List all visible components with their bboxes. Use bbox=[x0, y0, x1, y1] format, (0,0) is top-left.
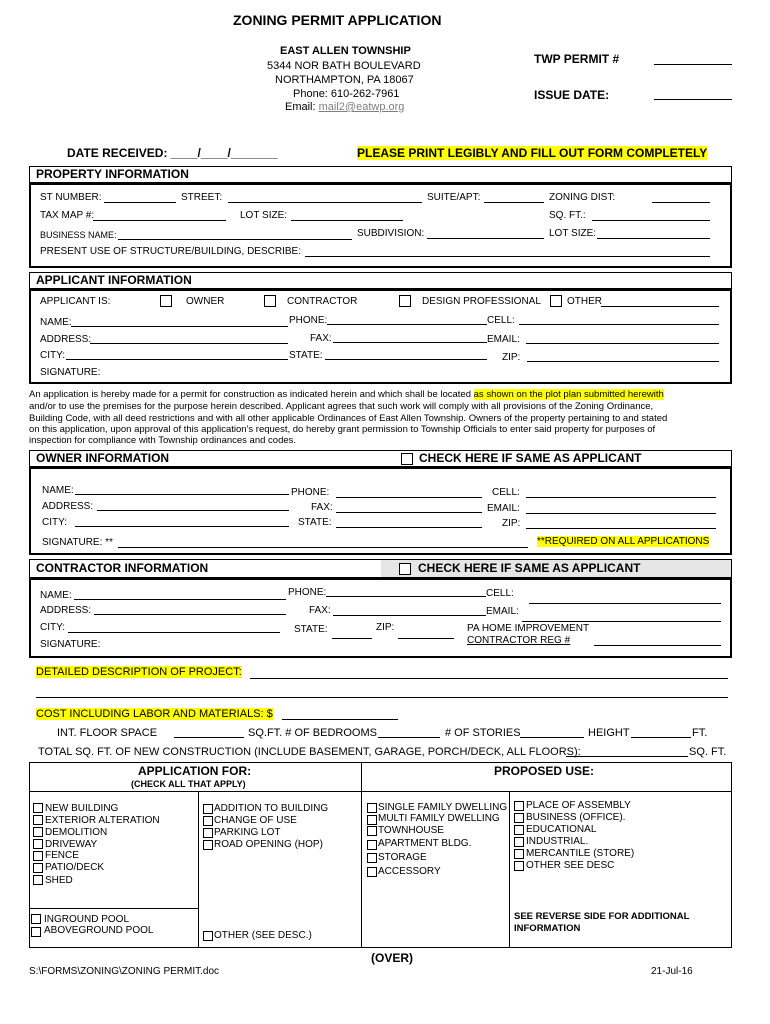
owner-phone-label: PHONE: bbox=[291, 487, 330, 498]
floor-space-field[interactable] bbox=[174, 737, 244, 738]
date-received: DATE RECEIVED: ____/____/_______ bbox=[67, 146, 278, 160]
business-label: BUSINESS NAME: bbox=[40, 230, 117, 240]
applicant-name-label: NAME: bbox=[40, 317, 72, 328]
other-field[interactable] bbox=[601, 306, 719, 307]
tax-map-label: TAX MAP #: bbox=[40, 210, 95, 221]
contractor-email-label: EMAIL: bbox=[486, 606, 519, 617]
proposed-use-header: PROPOSED USE: bbox=[494, 764, 595, 778]
addition-label: ADDITION TO BUILDING bbox=[214, 803, 329, 814]
storage-checkbox[interactable] bbox=[367, 853, 377, 863]
other-see-desc-label: OTHER SEE DESC bbox=[526, 860, 615, 871]
consent-line-3: Building Code, with all deed restrictions and with all other applicable Ordinances of East Allen Township. Owners of the property pertaining to and stated bbox=[29, 413, 668, 424]
print-notice: PLEASE PRINT LEGIBLY AND FILL OUT FORM COMPLETELY bbox=[357, 146, 708, 160]
reverse-note-1: SEE REVERSE SIDE FOR ADDITIONAL bbox=[514, 911, 690, 922]
patio-deck-label: PATIO/DECK bbox=[45, 862, 105, 873]
contractor-reg-label: CONTRACTOR REG # bbox=[467, 635, 571, 646]
project-desc-field-2[interactable] bbox=[36, 697, 728, 698]
owner-zip-label: ZIP: bbox=[502, 518, 521, 529]
owner-state-field[interactable] bbox=[336, 527, 482, 528]
single-family-checkbox[interactable] bbox=[367, 803, 377, 813]
township-phone: Phone: 610-262-7961 bbox=[293, 88, 400, 100]
owner-state-label: STATE: bbox=[298, 517, 332, 528]
contractor-zip-label: ZIP: bbox=[376, 622, 395, 633]
other-desc-checkbox[interactable] bbox=[203, 931, 213, 941]
exterior-alteration-checkbox[interactable] bbox=[33, 815, 43, 825]
inground-pool-checkbox[interactable] bbox=[31, 914, 41, 924]
other-checkbox[interactable] bbox=[550, 295, 562, 307]
owner-signature-label: SIGNATURE: ** bbox=[42, 537, 113, 548]
storage-label: STORAGE bbox=[378, 852, 427, 863]
sq-ft-field[interactable] bbox=[592, 220, 710, 221]
st-number-label: ST NUMBER: bbox=[40, 192, 102, 203]
fence-checkbox[interactable] bbox=[33, 851, 43, 861]
cost-label: COST INCLUDING LABOR AND MATERIALS: $ bbox=[36, 708, 273, 720]
contractor-signature-label: SIGNATURE: bbox=[40, 639, 101, 650]
driveway-label: DRIVEWAY bbox=[45, 839, 98, 850]
applicant-phone-field[interactable] bbox=[327, 324, 487, 325]
design-option-label: DESIGN PROFESSIONAL bbox=[422, 296, 541, 307]
applicant-fax-label: FAX: bbox=[310, 333, 332, 344]
owner-email-field[interactable] bbox=[526, 513, 716, 514]
tax-map-field[interactable] bbox=[93, 220, 226, 221]
applicant-state-field[interactable] bbox=[325, 359, 487, 360]
consent-line-5: inspection for compliance with Township ordinances and codes. bbox=[29, 435, 297, 446]
footer-date: 21-Jul-16 bbox=[651, 966, 693, 977]
contractor-phone-label: PHONE: bbox=[288, 587, 327, 598]
consent-highlight: as shown on the plot plan submitted herewith bbox=[473, 389, 664, 400]
street-field[interactable] bbox=[228, 202, 422, 203]
applicant-cell-field[interactable] bbox=[519, 324, 719, 325]
total-sqft-field[interactable] bbox=[566, 756, 688, 757]
apartment-label: APARTMENT BLDG. bbox=[378, 838, 472, 849]
owner-same-label: CHECK HERE IF SAME AS APPLICANT bbox=[419, 451, 642, 465]
inground-pool-label: INGROUND POOL bbox=[44, 914, 130, 925]
bedrooms-label: SQ.FT. # OF BEDROOMS bbox=[248, 727, 377, 739]
parking-lot-checkbox[interactable] bbox=[203, 828, 213, 838]
floor-space-label: INT. FLOOR SPACE bbox=[57, 727, 158, 739]
contractor-address-label: ADDRESS: bbox=[40, 605, 92, 616]
owner-phone-field[interactable] bbox=[336, 497, 482, 498]
applicant-state-label: STATE: bbox=[289, 350, 323, 361]
other-option-label: OTHER bbox=[567, 296, 602, 307]
industrial-label: INDUSTRIAL. bbox=[526, 836, 589, 847]
road-opening-checkbox[interactable] bbox=[203, 840, 213, 850]
applicant-box bbox=[29, 289, 732, 384]
multi-family-checkbox[interactable] bbox=[367, 815, 377, 825]
owner-name-field[interactable] bbox=[75, 494, 289, 495]
sq-ft-label: SQ. FT.: bbox=[549, 210, 586, 221]
project-desc-field-1[interactable] bbox=[250, 678, 728, 679]
township-street: 5344 NOR BATH BOULEVARD bbox=[267, 60, 421, 72]
applicant-signature-label: SIGNATURE: bbox=[40, 367, 101, 378]
design-checkbox[interactable] bbox=[399, 295, 411, 307]
single-family-label: SINGLE FAMILY DWELLING bbox=[378, 802, 508, 813]
contractor-zip-field[interactable] bbox=[398, 638, 454, 639]
township-name: EAST ALLEN TOWNSHIP bbox=[280, 45, 411, 57]
contractor-email-field[interactable] bbox=[522, 621, 721, 622]
applicant-header: APPLICANT INFORMATION bbox=[36, 273, 192, 287]
stories-field[interactable] bbox=[520, 737, 584, 738]
owner-fax-label: FAX: bbox=[311, 502, 333, 513]
pool-divider bbox=[29, 908, 198, 909]
aboveground-pool-label: ABOVEGROUND POOL bbox=[44, 925, 154, 936]
owner-same-checkbox[interactable] bbox=[401, 453, 413, 465]
contractor-same-checkbox[interactable] bbox=[399, 563, 411, 575]
zoning-field[interactable] bbox=[652, 202, 710, 203]
contractor-option-label: CONTRACTOR bbox=[287, 296, 358, 307]
bedrooms-field[interactable] bbox=[378, 737, 440, 738]
business-checkbox[interactable] bbox=[514, 813, 524, 823]
shed-checkbox[interactable] bbox=[33, 875, 43, 885]
demolition-label: DEMOLITION bbox=[45, 827, 108, 838]
application-for-header: APPLICATION FOR: bbox=[138, 764, 252, 778]
educational-label: EDUCATIONAL bbox=[526, 824, 597, 835]
industrial-checkbox[interactable] bbox=[514, 837, 524, 847]
check-all-label: (CHECK ALL THAT APPLY) bbox=[131, 779, 246, 789]
new-building-label: NEW BUILDING bbox=[45, 803, 119, 814]
owner-zip-field[interactable] bbox=[526, 528, 716, 529]
permit-label: TWP PERMIT # bbox=[534, 52, 620, 66]
owner-fax-field[interactable] bbox=[336, 512, 482, 513]
required-note: **REQUIRED ON ALL APPLICATIONS bbox=[537, 536, 710, 547]
townhouse-checkbox[interactable] bbox=[367, 826, 377, 836]
contractor-state-field[interactable] bbox=[332, 638, 372, 639]
email-label: Email: bbox=[285, 101, 319, 113]
applicant-city-label: CITY: bbox=[40, 350, 66, 361]
applicant-name-field[interactable] bbox=[71, 326, 288, 327]
project-desc-label: DETAILED DESCRIPTION OF PROJECT: bbox=[36, 666, 242, 678]
contractor-city-label: CITY: bbox=[40, 622, 66, 633]
table-right-divider bbox=[509, 791, 510, 948]
business-label: BUSINESS (OFFICE). bbox=[526, 812, 626, 823]
owner-city-label: CITY: bbox=[42, 517, 68, 528]
parking-lot-label: PARKING LOT bbox=[214, 827, 281, 838]
other-see-desc-checkbox[interactable] bbox=[514, 861, 524, 871]
owner-name-label: NAME: bbox=[42, 485, 74, 496]
patio-deck-checkbox[interactable] bbox=[33, 863, 43, 873]
contractor-checkbox[interactable] bbox=[264, 295, 276, 307]
assembly-label: PLACE OF ASSEMBLY bbox=[526, 800, 631, 811]
st-number-field[interactable] bbox=[104, 202, 176, 203]
height-field[interactable] bbox=[631, 737, 691, 738]
contractor-phone-field[interactable] bbox=[326, 596, 486, 597]
page-title: ZONING PERMIT APPLICATION bbox=[233, 12, 442, 28]
accessory-label: ACCESSORY bbox=[378, 866, 441, 877]
addition-checkbox[interactable] bbox=[203, 804, 213, 814]
applicant-fax-field[interactable] bbox=[333, 342, 487, 343]
contractor-same-label: CHECK HERE IF SAME AS APPLICANT bbox=[418, 561, 641, 575]
aboveground-pool-checkbox[interactable] bbox=[31, 927, 41, 937]
present-use-label: PRESENT USE OF STRUCTURE/BUILDING, DESCRIBE: bbox=[40, 246, 301, 257]
consent-line-4: on this application, upon approval of this application's request, do hereby grant permission to Township Officials to enter said property for purposes of bbox=[29, 424, 656, 435]
owner-email-label: EMAIL: bbox=[487, 503, 520, 514]
contractor-state-label: STATE: bbox=[294, 624, 328, 635]
total-sqft-label: TOTAL SQ. FT. OF NEW CONSTRUCTION (INCLUDE BASEMENT, GARAGE, PORCH/DECK, ALL FLOORS): bbox=[38, 746, 581, 758]
subdivision-field[interactable] bbox=[427, 238, 544, 239]
fence-label: FENCE bbox=[45, 850, 79, 861]
email-link[interactable]: mail2@eatwp.org bbox=[318, 101, 405, 113]
township-email bbox=[285, 101, 404, 113]
demolition-checkbox[interactable] bbox=[33, 827, 43, 837]
applicant-city-field[interactable] bbox=[66, 359, 288, 360]
owner-city-field[interactable] bbox=[75, 526, 289, 527]
stories-label: # OF STORIES bbox=[445, 727, 521, 739]
townhouse-label: TOWNHOUSE bbox=[378, 825, 444, 836]
consent-line-1 bbox=[29, 389, 664, 400]
lot-size2-label: LOT SIZE: bbox=[549, 228, 597, 239]
applicant-address-label: ADDRESS: bbox=[40, 334, 92, 345]
table-header-divider bbox=[29, 791, 732, 792]
present-use-field[interactable] bbox=[305, 256, 710, 257]
contractor-cell-label: CELL: bbox=[486, 588, 514, 599]
over-label: (OVER) bbox=[371, 951, 413, 965]
new-building-checkbox[interactable] bbox=[33, 803, 43, 813]
contractor-name-field[interactable] bbox=[74, 599, 286, 600]
change-of-use-label: CHANGE OF USE bbox=[214, 815, 297, 826]
contractor-name-label: NAME: bbox=[40, 590, 72, 601]
owner-cell-field[interactable] bbox=[526, 497, 716, 498]
reverse-note-2: INFORMATION bbox=[514, 923, 581, 934]
consent-text: An application is hereby made for a permit for construction as indicated herein and which shall be located bbox=[29, 389, 474, 400]
multi-family-label: MULTI FAMILY DWELLING bbox=[378, 813, 500, 824]
applicant-email-field[interactable] bbox=[526, 343, 719, 344]
lot-size-field[interactable] bbox=[291, 220, 403, 221]
table-left-divider bbox=[198, 791, 199, 948]
township-city: NORTHAMPTON, PA 18067 bbox=[275, 74, 414, 86]
owner-option-label: OWNER bbox=[186, 296, 225, 307]
exterior-alteration-label: EXTERIOR ALTERATION bbox=[45, 815, 160, 826]
educational-checkbox[interactable] bbox=[514, 825, 524, 835]
total-sqft-unit: SQ. FT. bbox=[689, 746, 727, 758]
applicant-zip-label: ZIP: bbox=[502, 352, 521, 363]
business-field[interactable] bbox=[118, 239, 352, 240]
owner-address-label: ADDRESS: bbox=[42, 501, 94, 512]
shed-label: SHED bbox=[45, 875, 73, 886]
mercantile-checkbox[interactable] bbox=[514, 849, 524, 859]
assembly-checkbox[interactable] bbox=[514, 801, 524, 811]
contractor-cell-field[interactable] bbox=[529, 603, 721, 604]
applicant-address-field[interactable] bbox=[90, 343, 288, 344]
issue-date-label: ISSUE DATE: bbox=[534, 88, 610, 102]
owner-checkbox[interactable] bbox=[160, 295, 172, 307]
contractor-address-field[interactable] bbox=[94, 614, 286, 615]
driveway-checkbox[interactable] bbox=[33, 839, 43, 849]
suite-label: SUITE/APT: bbox=[427, 192, 481, 203]
permit-field[interactable] bbox=[654, 64, 732, 65]
zoning-label: ZONING DIST: bbox=[549, 192, 616, 203]
contractor-box bbox=[29, 578, 732, 658]
subdivision-label: SUBDIVISION: bbox=[357, 228, 425, 239]
applicant-phone-label: PHONE: bbox=[289, 315, 328, 326]
contractor-fax-field[interactable] bbox=[333, 615, 486, 616]
street-label: STREET: bbox=[181, 192, 223, 203]
suite-field[interactable] bbox=[484, 202, 544, 203]
table-center-divider bbox=[361, 762, 362, 948]
cost-field[interactable] bbox=[282, 719, 398, 720]
property-header: PROPERTY INFORMATION bbox=[36, 167, 189, 181]
applicant-email-label: EMAIL: bbox=[487, 334, 520, 345]
owner-cell-label: CELL: bbox=[492, 487, 520, 498]
applicant-cell-label: CELL: bbox=[487, 315, 515, 326]
applicant-zip-field[interactable] bbox=[527, 361, 719, 362]
contractor-city-field[interactable] bbox=[68, 632, 280, 633]
height-label: HEIGHT bbox=[588, 727, 630, 739]
owner-header: OWNER INFORMATION bbox=[36, 451, 170, 465]
contractor-header: CONTRACTOR INFORMATION bbox=[36, 561, 209, 575]
lot-size-label: LOT SIZE: bbox=[240, 210, 288, 221]
lot-size2-field[interactable] bbox=[597, 238, 710, 239]
pa-home-label: PA HOME IMPROVEMENT bbox=[467, 623, 590, 634]
accessory-checkbox[interactable] bbox=[367, 867, 377, 877]
mercantile-label: MERCANTILE (STORE) bbox=[526, 848, 635, 859]
contractor-fax-label: FAX: bbox=[309, 605, 331, 616]
consent-line-2: and/or to use the premises for the purpose herein described. Applicant agrees that such work will comply with all provisions of the Zoning Ordinance, bbox=[29, 401, 654, 412]
height-ft-label: FT. bbox=[692, 727, 708, 739]
apartment-checkbox[interactable] bbox=[367, 840, 377, 850]
change-of-use-checkbox[interactable] bbox=[203, 816, 213, 826]
owner-signature-field[interactable] bbox=[118, 547, 528, 548]
contractor-reg-field[interactable] bbox=[594, 645, 721, 646]
owner-address-field[interactable] bbox=[97, 510, 289, 511]
other-desc-label: OTHER (SEE DESC.) bbox=[214, 930, 312, 941]
road-opening-label: ROAD OPENING (HOP) bbox=[214, 839, 323, 850]
applicant-is-label: APPLICANT IS: bbox=[40, 296, 111, 307]
issue-date-field[interactable] bbox=[654, 99, 732, 100]
file-path: S:\FORMS\ZONING\ZONING PERMIT.doc bbox=[29, 966, 220, 977]
